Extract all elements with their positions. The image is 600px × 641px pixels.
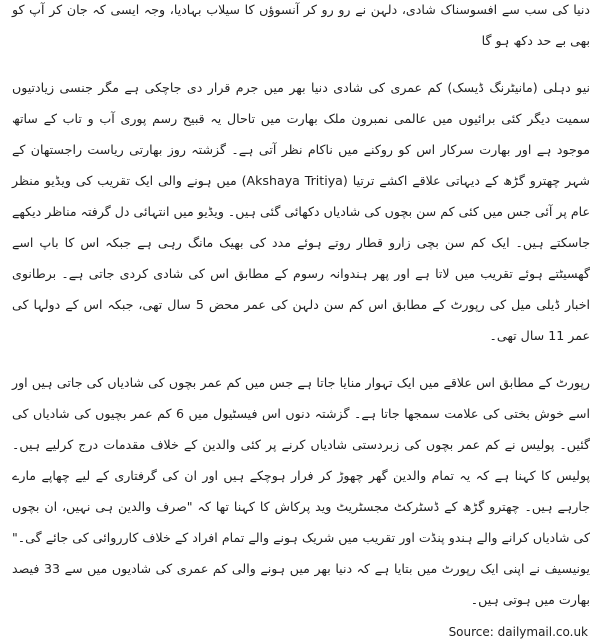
intro-text: دنیا کی سب سے افسوسناک شادی، دلہن نے رو رو کر آنسوؤں کا سیلاب بہادیا، وجہ ایسی کہ جان کر آپ کو بھی بے حد دکھ ہو گا bbox=[12, 2, 590, 48]
festival-english-term: (Akshaya Tritiya) bbox=[241, 173, 348, 188]
main-text-part1: نیو دہلی (مانیٹرنگ ڈیسک) کم عمری کی شادی دنیا بھر میں جرم قرار دی جاچکی ہے مگر جنسی زیادتیوں سمیت دیگر کئی برائیوں میں عالمی نمبرون ملک بھارت میں تاحال یہ قبیح رسم پوری آب و تاب کے ساتھ موجود ہے اور بھارت سرکار اس کو روکنے میں ناکام نظر آتی ہے۔ گزشتہ روز بھارتی ریاست راجستھان کے شہر چھترو گڑھ کے دیہاتی علاقے اکشے ترتیا bbox=[12, 80, 590, 188]
main-text-part2: میں ہونے والی ایک تقریب کی ویڈیو منظر عام پر آئی جس میں کئی کم سن بچوں کی شادیاں دکھائی گئی ہیں۔ ویڈیو میں انتہائی دل گرفتہ مناظر دیکھے جاسکتے ہیں۔ ایک کم سن بچی زارو قطار روتے ہوئے مدد کی بھیک مانگ رہی ہے جبکہ اس کا باپ اسے گھسیٹتے ہوئے تقریب میں لاتا ہے اور پھر ہندوانہ رسوم کے مطابق اس کی شادی کردی جاتی ہے۔ برطانوی اخبار ڈیلی میل کی رپورٹ کے مطابق اس کم سن دلہن کی عمر محض 5 سال تھی، جبکہ اس کے دولہا کی عمر 11 سال تھی۔ bbox=[12, 173, 590, 343]
article-intro-paragraph bbox=[12, 0, 590, 56]
article-paragraph-main bbox=[12, 72, 590, 351]
article-source-caption: Source: dailymail.co.uk bbox=[448, 625, 588, 639]
article-paragraph-report bbox=[12, 367, 590, 615]
report-text: رپورٹ کے مطابق اس علاقے میں ایک تہوار منایا جاتا ہے جس میں کم عمر بچوں کی شادیاں کی جاتی ہیں اور اسے خوش بختی کی علامت سمجھا جاتا ہے۔ گزشتہ دنوں اس فیسٹیول میں 6 کم عمر بچیوں کی شادیاں کی گئیں۔ پولیس نے کم عمر بچوں کی زبردستی شادیاں کرنے پر کئی والدین کے خلاف مقدمات درج کرلیے ہیں۔ پولیس کا کہنا ہے کہ یہ تمام والدین گھر چھوڑ کر فرار ہوچکے ہیں اور ان کی گرفتاری کے لیے چھاپے مارے جارہے ہیں۔ چھترو گڑھ کے ڈسٹرکٹ مجسٹریٹ وید پرکاش کا کہنا تھا کہ "صرف والدین ہی نہیں، ان بچوں کی شادیاں کرانے والے ہندو پنڈت اور تقریب میں شریک ہونے والے تمام افراد کے خلاف کارروائی کی جائے گی۔" یونیسیف نے اپنی ایک رپورٹ میں بتایا ہے کہ دنیا بھر میں ہونے والی کم عمری کی شادیوں میں سے 33 فیصد بھارت میں ہوتی ہیں۔ bbox=[12, 375, 591, 607]
